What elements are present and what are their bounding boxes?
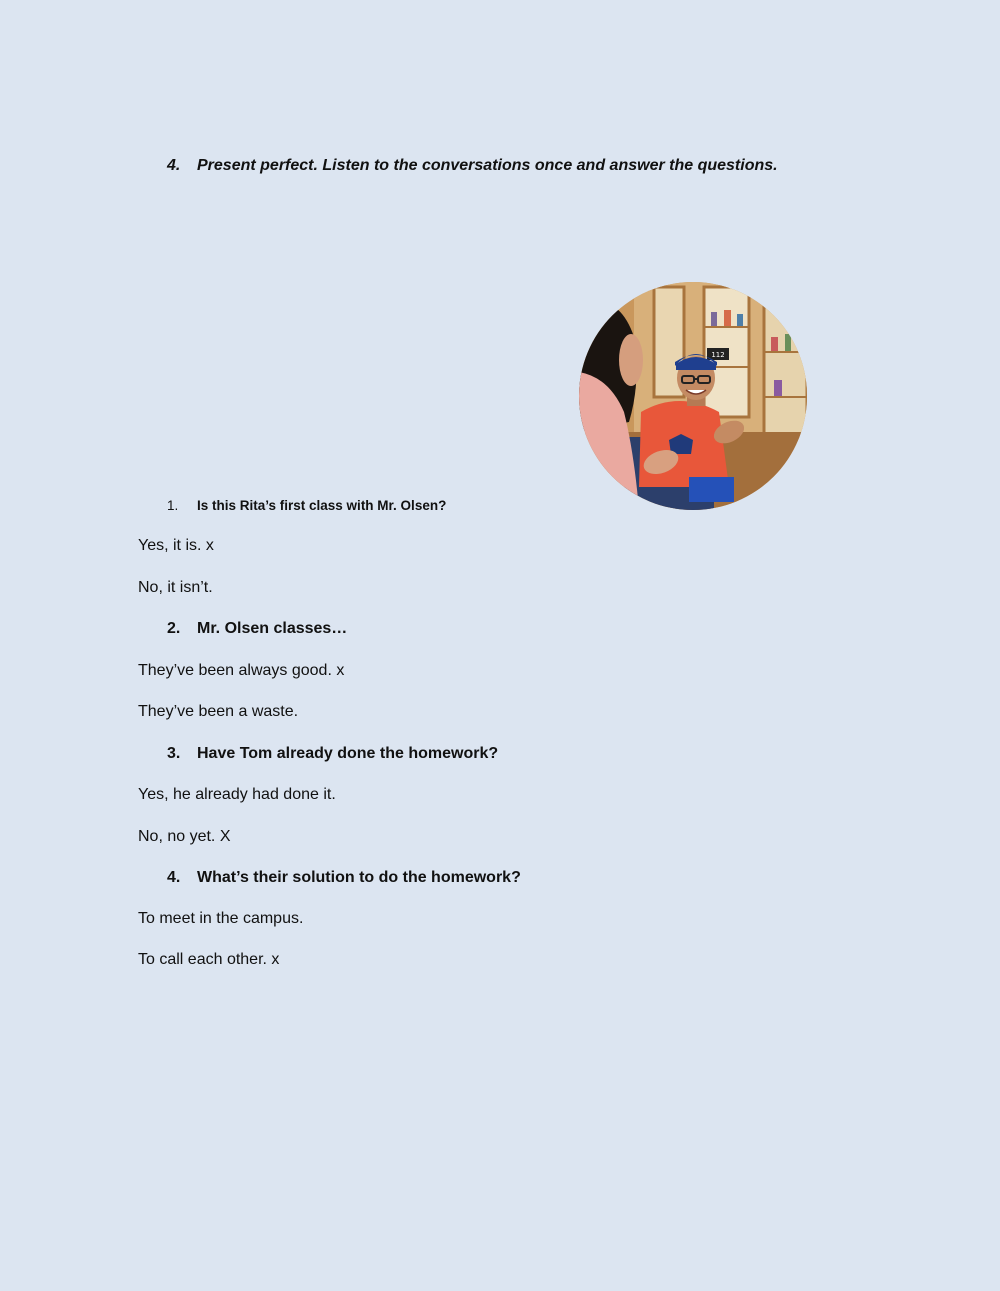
question-number: 2. — [167, 620, 181, 637]
answer-option: No, it isn’t. — [138, 579, 213, 596]
question-4 — [167, 869, 521, 887]
question-2 — [167, 620, 347, 638]
conversation-photo — [579, 282, 807, 510]
question-number: 1. — [167, 498, 179, 513]
question-text: Is this Rita’s first class with Mr. Olsen? — [197, 498, 447, 513]
answer-option: They’ve been always good. x — [138, 662, 345, 679]
question-3 — [167, 745, 498, 763]
answer-option: Yes, it is. x — [138, 537, 214, 554]
sign-label: 112 — [711, 351, 725, 359]
section-heading — [167, 157, 778, 175]
answer-option: Yes, he already had done it. — [138, 786, 336, 803]
answer-option: To meet in the campus. — [138, 910, 304, 927]
answer-option: They’ve been a waste. — [138, 703, 299, 720]
question-text: What’s their solution to do the homework? — [197, 869, 521, 886]
question-text: Have Tom already done the homework? — [197, 745, 499, 762]
answer-option: No, no yet. X — [138, 828, 231, 845]
question-text: Mr. Olsen classes… — [197, 620, 348, 637]
question-number: 3. — [167, 745, 181, 762]
section-title: Present perfect. Listen to the conversations once and answer the questions. — [197, 157, 778, 174]
answer-option: To call each other. x — [138, 951, 280, 968]
section-number: 4. — [167, 157, 181, 174]
question-1 — [167, 498, 446, 513]
question-number: 4. — [167, 869, 181, 886]
